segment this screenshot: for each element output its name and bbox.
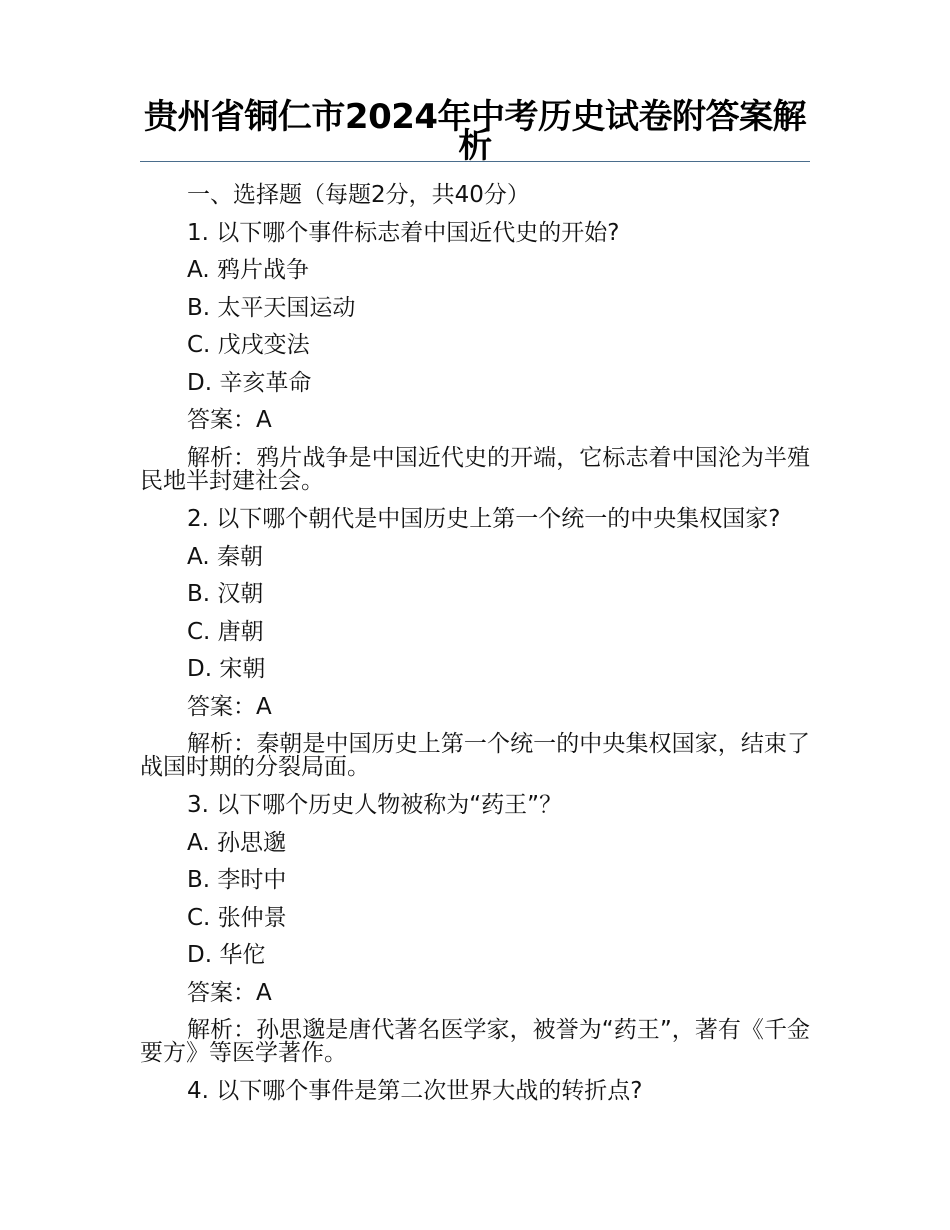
question-2-stem: 2. 以下哪个朝代是中国历史上第一个统一的中央集权国家? bbox=[187, 505, 781, 532]
question-1-option-b: B. 太平天国运动 bbox=[187, 294, 356, 321]
question-3-option-c: C. 张仲景 bbox=[187, 904, 287, 931]
question-3-option-a: A. 孙思邈 bbox=[187, 829, 286, 856]
question-2-analysis: 解析：秦朝是中国历史上第一个统一的中央集权国家，结束了战国时期的分裂局面。 bbox=[140, 731, 810, 780]
question-1-option-d: D. 辛亥革命 bbox=[187, 369, 312, 396]
section-heading: 一、选择题（每题2分，共40分） bbox=[187, 182, 530, 208]
question-2-answer: 答案：A bbox=[187, 693, 272, 720]
document-body bbox=[140, 177, 810, 1111]
document-title: 贵州省铜仁市2024年中考历史试卷附答案解析 bbox=[143, 97, 807, 166]
question-1-option-a: A. 鸦片战争 bbox=[187, 257, 309, 283]
question-3-stem: 3. 以下哪个历史人物被称为“药王”？ bbox=[187, 792, 563, 818]
question-2-option-b: B. 汉朝 bbox=[187, 581, 264, 607]
question-3-answer: 答案：A bbox=[187, 979, 272, 1006]
question-3-analysis: 解析：孙思邈是唐代著名医学家，被誉为“药王”，著有《千金要方》等医学著作。 bbox=[140, 1017, 810, 1066]
question-1-analysis: 解析：鸦片战争是中国近代史的开端，它标志着中国沦为半殖民地半封建社会。 bbox=[140, 444, 810, 494]
title-underline bbox=[140, 161, 810, 162]
question-1-option-c: C. 戊戌变法 bbox=[187, 332, 310, 358]
question-2-option-d: D. 宋朝 bbox=[187, 656, 266, 682]
question-2-option-a: A. 秦朝 bbox=[187, 543, 263, 570]
question-3-option-d: D. 华佗 bbox=[187, 942, 266, 968]
question-3-option-b: B. 李时中 bbox=[187, 867, 287, 893]
question-4-stem: 4. 以下哪个事件是第二次世界大战的转折点? bbox=[187, 1078, 643, 1104]
question-2-option-c: C. 唐朝 bbox=[187, 618, 264, 645]
question-1-stem: 1. 以下哪个事件标志着中国近代史的开始? bbox=[187, 219, 620, 246]
question-1-answer: 答案：A bbox=[187, 407, 272, 433]
